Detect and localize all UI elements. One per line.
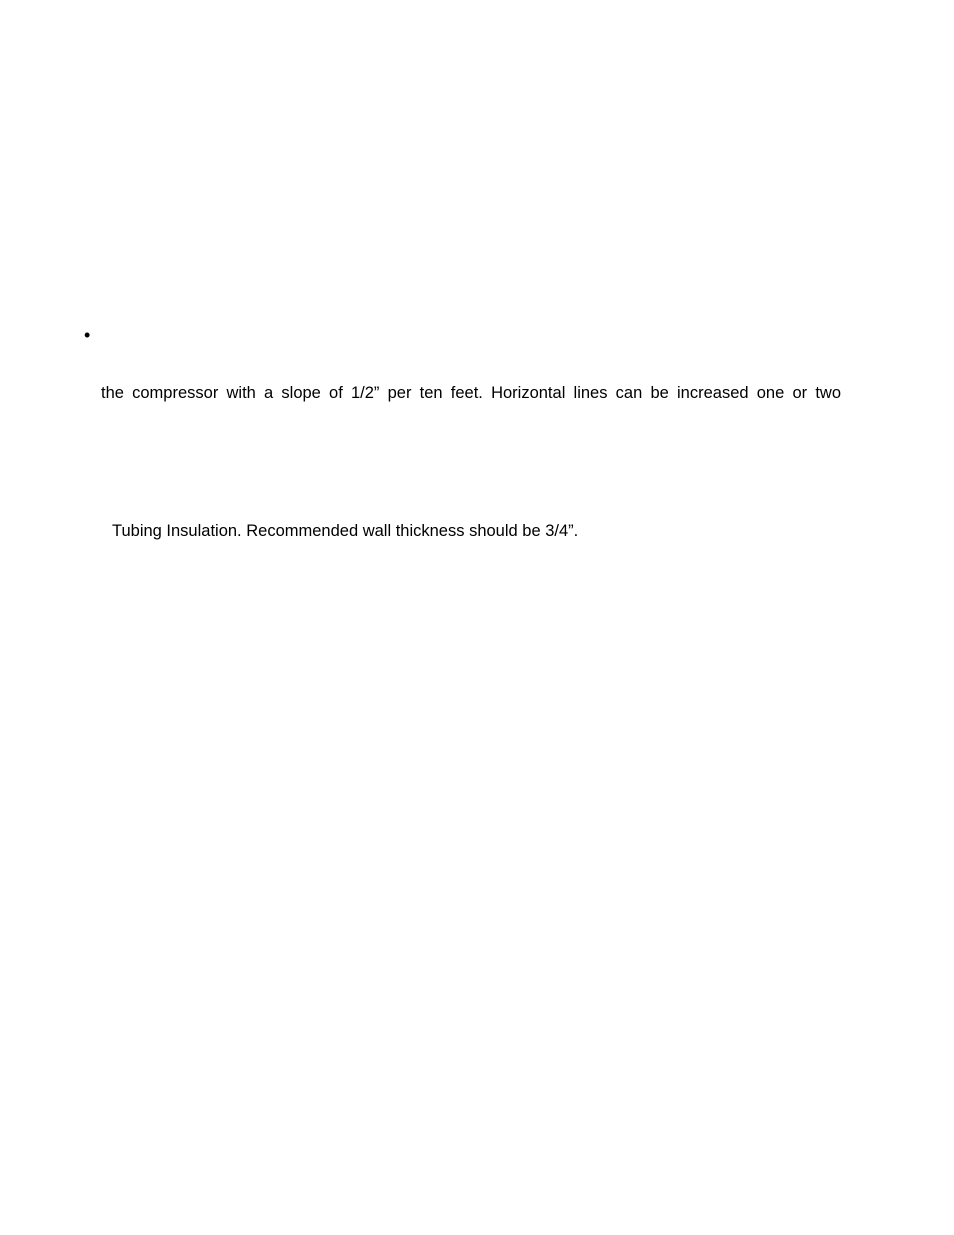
paragraph-line-compressor-slope: [101, 383, 841, 403]
paragraph-line-tubing-insulation: Tubing Insulation. Recommended wall thickness should be 3/4”.: [112, 522, 579, 540]
bullet-marker: •: [84, 325, 91, 345]
paragraph-line-text: the compressor with a slope of 1/2” per ten feet. Horizontal lines can be increased one or two: [101, 384, 841, 402]
